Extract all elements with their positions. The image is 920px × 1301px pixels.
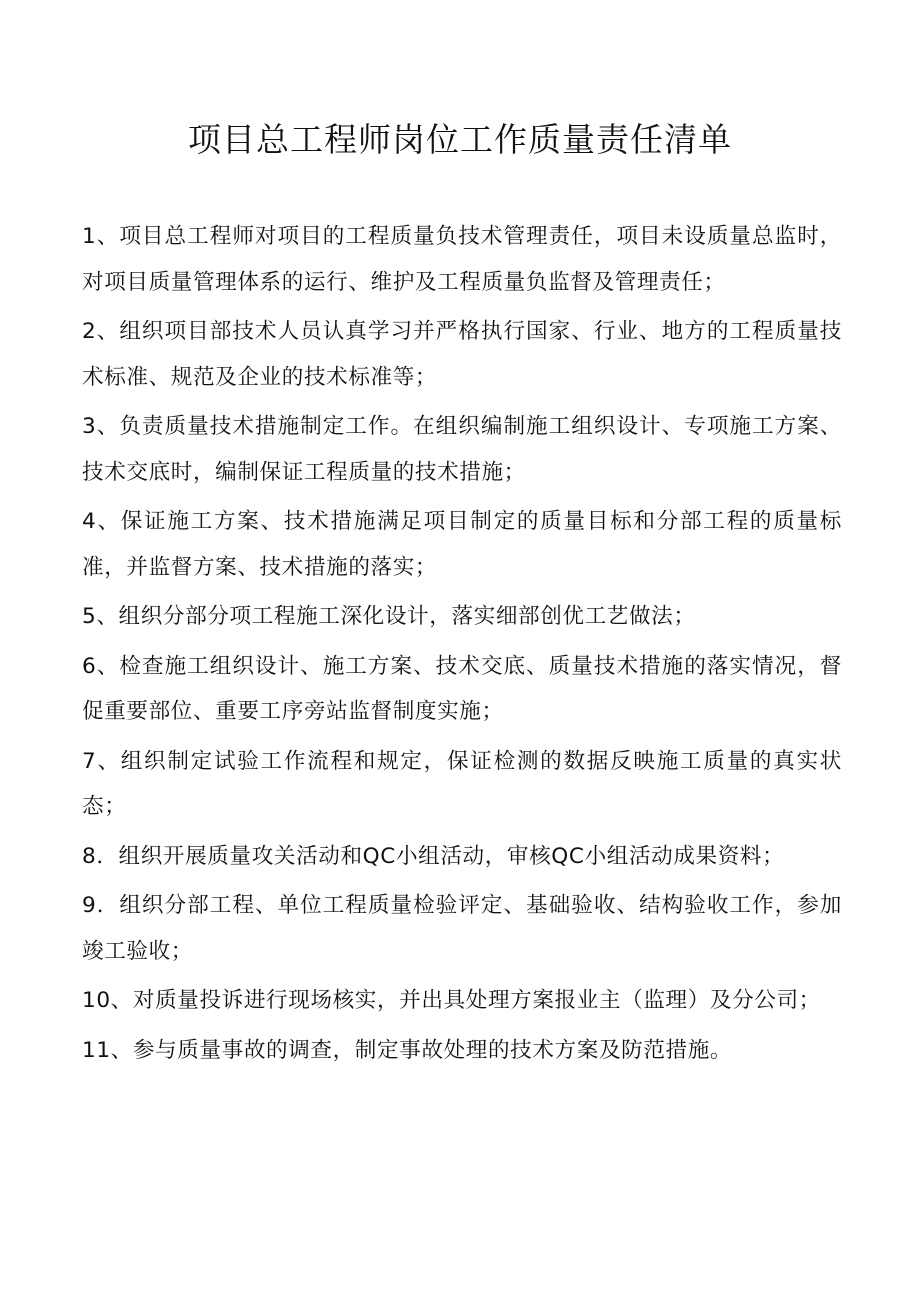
list-item: 9．组织分部工程、单位工程质量检验评定、基础验收、结构验收工作，参加竣工验收；: [82, 893, 842, 964]
list-item: 6、检查施工组织设计、施工方案、技术交底、质量技术措施的落实情况，督促重要部位、重要工序旁站监督制度实施；: [82, 653, 842, 724]
responsibility-list: [82, 214, 842, 1077]
list-item: 5、组织分部分项工程施工深化设计，落实细部创优工艺做法；: [82, 604, 696, 629]
list-item: 11、参与质量事故的调查，制定事故处理的技术方案及防范措施。: [82, 1037, 733, 1063]
list-item: 3、负责质量技术措施制定工作。在组织编制施工组织设计、专项施工方案、技术交底时，编制保证工程质量的技术措施；: [82, 414, 842, 485]
list-item: 8．组织开展质量攻关活动和QC小组活动，审核QC小组活动成果资料；: [82, 843, 785, 869]
list-item: 2、组织项目部技术人员认真学习并严格执行国家、行业、地方的工程质量技术标准、规范及企业的技术标准等；: [82, 319, 842, 390]
list-item: 7、组织制定试验工作流程和规定，保证检测的数据反映施工质量的真实状态；: [82, 748, 842, 819]
page-title: 项目总工程师岗位工作质量责任清单: [188, 120, 732, 159]
list-item: 4、保证施工方案、技术措施满足项目制定的质量目标和分部工程的质量标准，并监督方案、技术措施的落实；: [82, 509, 842, 580]
list-item: 1、项目总工程师对项目的工程质量负技术管理责任，项目未设质量总监时，对项目质量管理体系的运行、维护及工程质量负监督及管理责任；: [82, 224, 842, 295]
list-item: 10、对质量投诉进行现场核实，并出具处理方案报业主（监理）及分公司；: [82, 988, 821, 1013]
